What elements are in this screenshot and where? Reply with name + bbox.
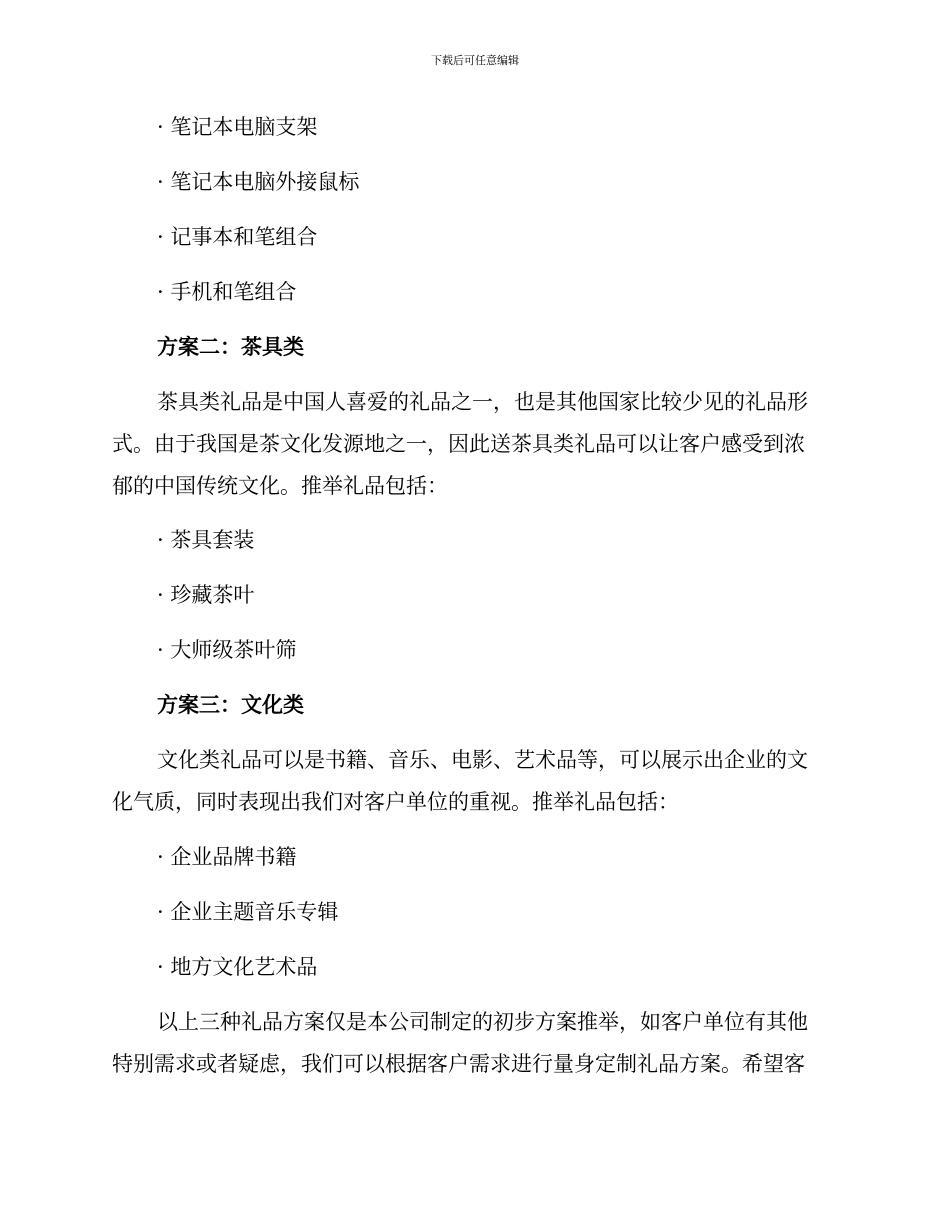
paragraph-line: 特别需求或者疑虑，我们可以根据客户需求进行量身定制礼品方案。希望客 xyxy=(112,1052,805,1076)
section-heading-plan-3: 方案三：文化类 xyxy=(157,692,304,717)
list-item: · 大师级茶叶筛 xyxy=(157,638,297,662)
list-item: · 企业品牌书籍 xyxy=(157,845,297,869)
paragraph-line: 茶具类礼品是中国人喜爱的礼品之一，也是其他国家比较少见的礼品形 xyxy=(157,390,808,414)
list-item: · 珍藏茶叶 xyxy=(157,583,255,607)
list-item: · 茶具套装 xyxy=(157,528,255,552)
list-item: · 笔记本电脑外接鼠标 xyxy=(157,170,360,194)
section-heading-plan-2: 方案二：茶具类 xyxy=(157,334,304,359)
page-header: 下载后可任意编辑 xyxy=(431,54,519,67)
paragraph-line: 式。由于我国是茶文化发源地之一，因此送茶具类礼品可以让客户感受到浓 xyxy=(112,432,805,456)
paragraph-line: 化气质，同时表现出我们对客户单位的重视。推举礼品包括： xyxy=(112,790,679,814)
list-item: · 手机和笔组合 xyxy=(157,280,297,304)
paragraph-line: 以上三种礼品方案仅是本公司制定的初步方案推举，如客户单位有其他 xyxy=(157,1010,808,1034)
paragraph-line: 文化类礼品可以是书籍、音乐、电影、艺术品等，可以展示出企业的文 xyxy=(157,748,808,772)
paragraph-line: 郁的中国传统文化。推举礼品包括： xyxy=(112,474,448,498)
list-item: · 笔记本电脑支架 xyxy=(157,115,318,139)
list-item: · 企业主题音乐专辑 xyxy=(157,900,339,924)
list-item: · 地方文化艺术品 xyxy=(157,955,318,979)
list-item: · 记事本和笔组合 xyxy=(157,225,318,249)
